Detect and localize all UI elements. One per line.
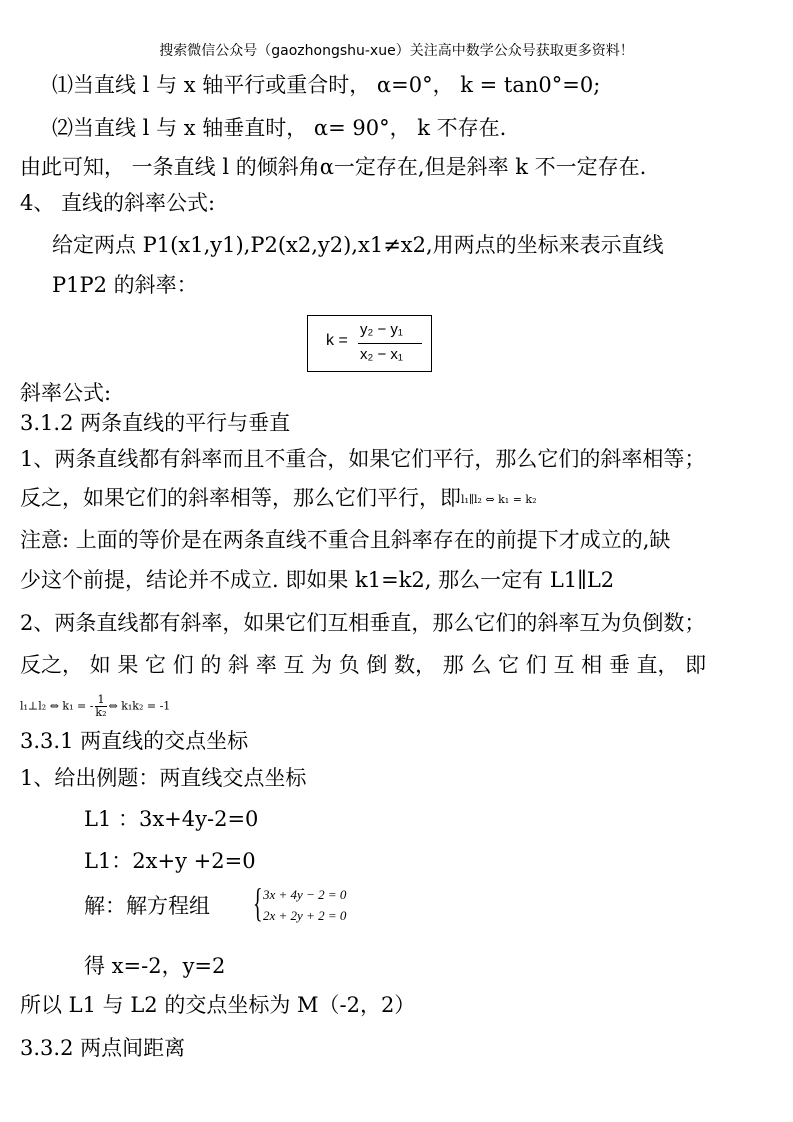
parallel-equivalence-formula: l₁∥l₂ ⇔ k₁ = k₂: [461, 493, 537, 506]
text-line-vertical-case: ⑵当直线 l 与 x 轴垂直时， α= 90°， k 不存在.: [52, 116, 507, 140]
text-line-perpendicular-rule: 2、两条直线都有斜率，如果它们互相垂直，那么它们的斜率互为负倒数；: [20, 611, 706, 635]
parallel-converse-text: 反之，如果它们的斜率相等，那么它们平行，即: [20, 486, 461, 510]
perp-formula-fraction: [95, 694, 106, 719]
text-line-slope-formula-label: 斜率公式:: [20, 381, 112, 405]
brace-icon: {: [253, 880, 263, 925]
section-heading-parallel-perpendicular: 3.1.2 两条直线的平行与垂直: [20, 411, 291, 435]
equation-line-l1: L1 ：3x+4y-2=0: [84, 807, 259, 831]
fraction-bar: [358, 343, 422, 344]
text-line-intersection-point: 所以 L1 与 L2 的交点坐标为 M（-2，2）: [20, 993, 416, 1017]
section-heading-slope-formula: 4、 直线的斜率公式:: [20, 191, 216, 215]
text-line-example: 1、给出例题：两直线交点坐标: [20, 766, 307, 790]
text-line-parallel-converse: [20, 485, 537, 513]
slope-formula-lhs: k =: [326, 332, 348, 349]
perp-frac-denominator: k₂: [95, 706, 107, 719]
text-line-conclusion: 由此可知， 一条直线 l 的倾斜角α一定存在,但是斜率 k 不一定存在.: [20, 155, 647, 179]
section-heading-distance: 3.3.2 两点间距离: [20, 1036, 186, 1060]
perp-frac-numerator: 1: [95, 694, 106, 707]
text-line-note-continued: 少这个前提，结论并不成立. 即如果 k1=k2, 那么一定有 L1∥L2: [20, 568, 615, 592]
text-line-solution: 解：解方程组: [84, 894, 210, 918]
slope-formula-numerator: y₂ − y₁: [360, 321, 403, 338]
perp-formula-left: l₁⊥l₂ ⇔ k₁ = -: [20, 699, 94, 713]
section-heading-intersection: 3.3.1 两直线的交点坐标: [20, 729, 249, 753]
text-line-perpendicular-converse: 反之， 如 果 它 们 的 斜 率 互 为 负 倒 数， 那 么 它 们 互 相 垂 直， 即: [20, 653, 707, 677]
slope-formula-denominator: x₂ − x₁: [360, 346, 403, 363]
text-line-result: 得 x=-2，y=2: [84, 954, 226, 978]
text-line-parallel-rule: 1、两条直线都有斜率而且不重合，如果它们平行，那么它们的斜率相等；: [20, 447, 706, 471]
system-equation-1: 3x + 4y − 2 = 0: [263, 887, 347, 902]
equation-system: [253, 880, 373, 927]
equation-line-l2: L1：2x+y +2=0: [84, 849, 256, 873]
perpendicular-equivalence-formula: [20, 694, 170, 719]
text-line-two-points: 给定两点 P1(x1,y1),P2(x2,y2),x1≠x2,用两点的坐标来表示直线: [52, 233, 664, 257]
system-equation-2: 2x + 2y + 2 = 0: [263, 908, 347, 923]
text-line-p1p2: P1P2 的斜率：: [52, 273, 198, 297]
text-line-note: 注意: 上面的等价是在两条直线不重合且斜率存在的前提下才成立的,缺: [20, 528, 671, 552]
slope-formula-box: [307, 315, 432, 372]
text-line-horizontal-case: ⑴当直线 l 与 x 轴平行或重合时， α=0°， k = tan0°=0;: [52, 73, 601, 97]
perp-formula-right: ⇔ k₁k₂ = -1: [108, 699, 171, 713]
page-header-banner: 搜索微信公众号（gaozhongshu-xue）关注高中数学公众号获取更多资料！: [159, 43, 634, 59]
